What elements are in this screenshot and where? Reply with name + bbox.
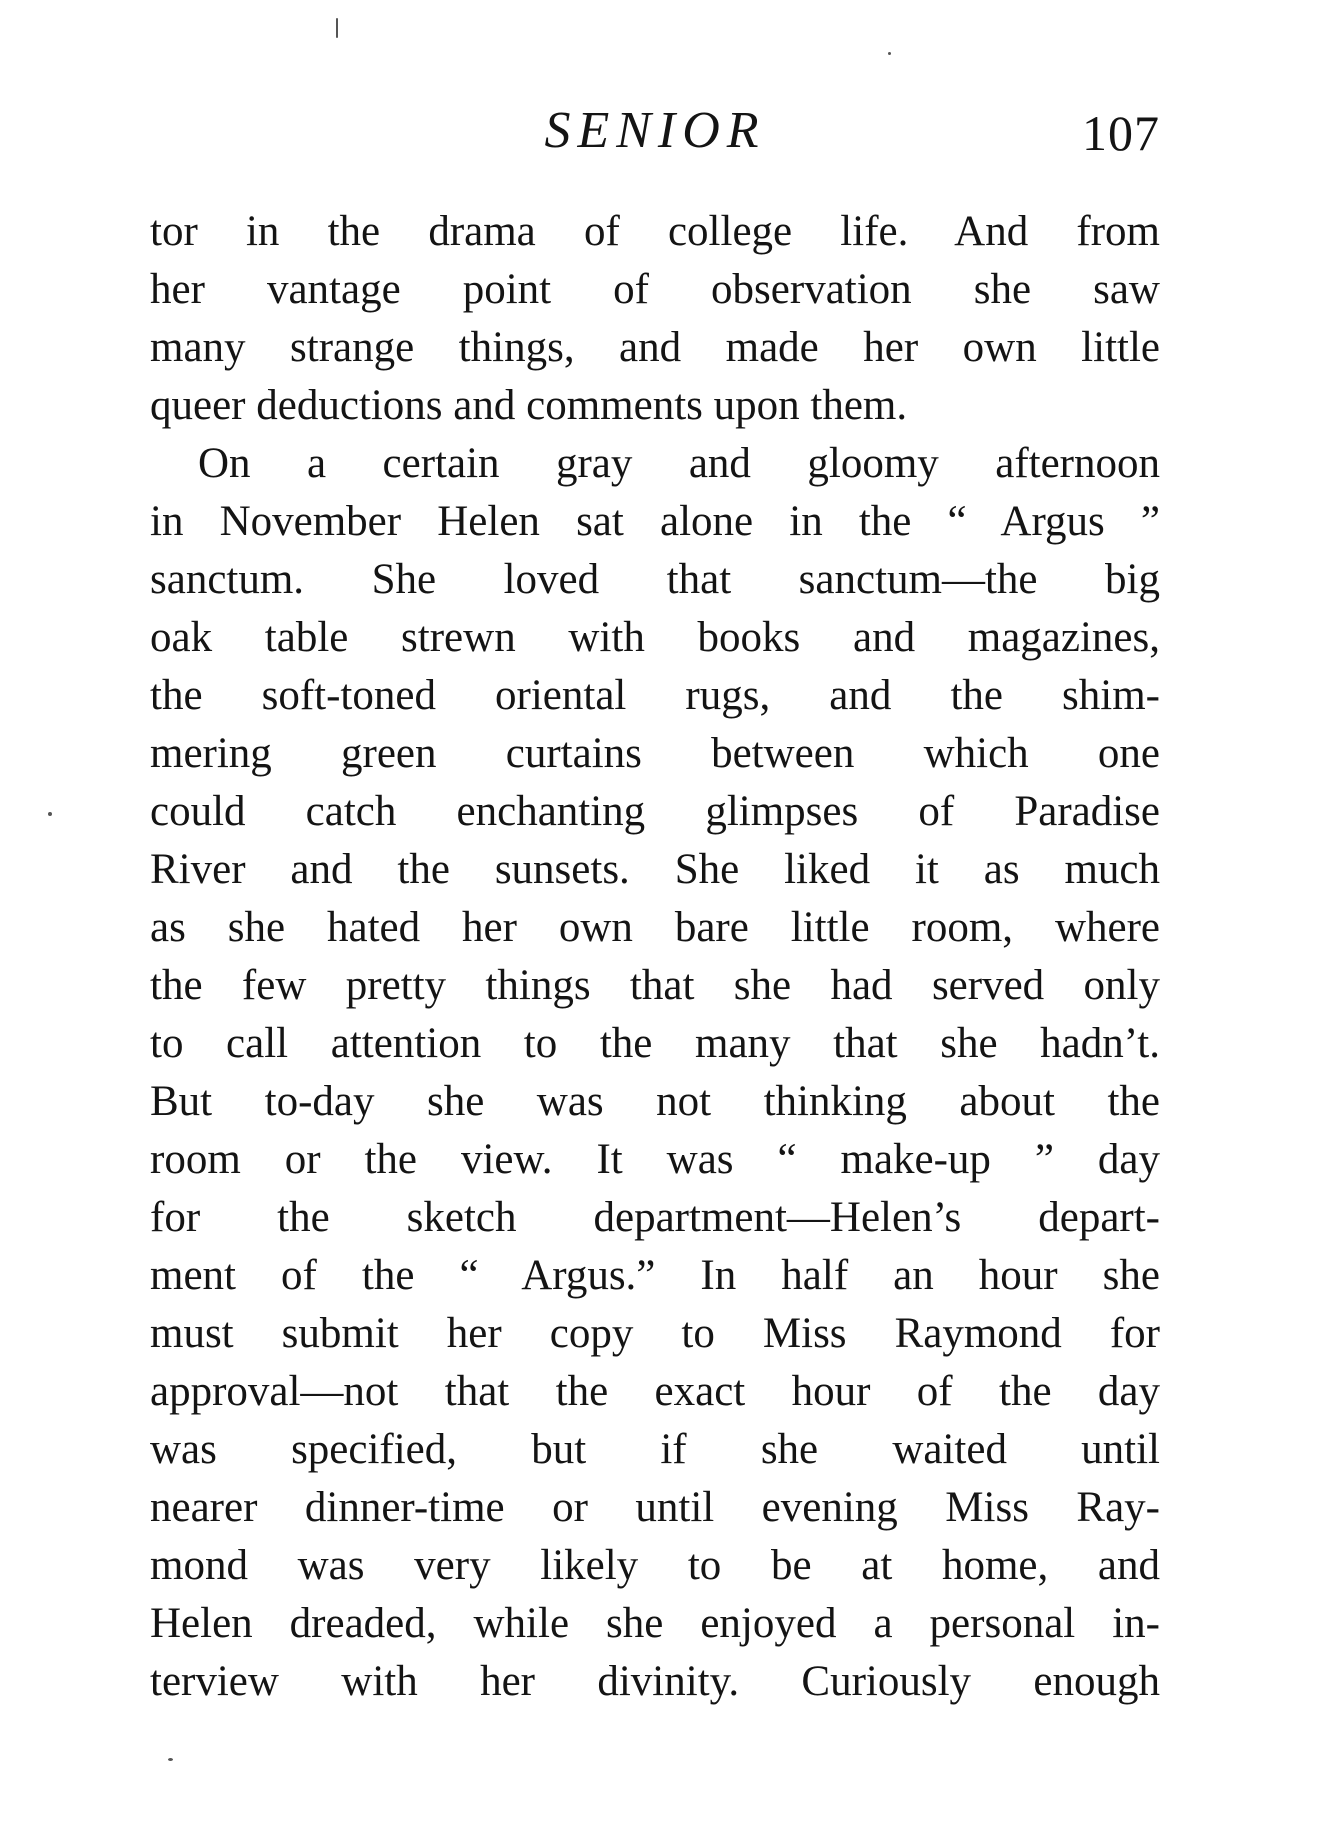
text-line: queer deductions and comments upon them. xyxy=(150,382,908,429)
text-line: as she hated her own bare little room, where xyxy=(150,904,1160,951)
text-line: her vantage point of observation she saw xyxy=(150,266,1160,313)
scan-speck xyxy=(168,1758,173,1761)
text-line: approval—not that the exact hour of the day xyxy=(150,1368,1160,1415)
running-head xyxy=(150,96,1160,166)
text-line: mond was very likely to be at home, and xyxy=(150,1542,1160,1589)
text-line: tor in the drama of college life. And from xyxy=(150,208,1160,255)
running-head-title: SENIOR xyxy=(544,102,766,159)
text-line: nearer dinner-time or until evening Miss Ray- xyxy=(150,1484,1160,1531)
text-line: was specified, but if she waited until xyxy=(150,1426,1160,1473)
text-line: ment of the “ Argus.” In half an hour she xyxy=(150,1252,1160,1299)
text-line: River and the sunsets. She liked it as much xyxy=(150,846,1160,893)
text-line: many strange things, and made her own little xyxy=(150,324,1160,371)
text-line: could catch enchanting glimpses of Paradise xyxy=(150,788,1160,835)
text-line: for the sketch department—Helen’s depart- xyxy=(150,1194,1160,1241)
text-line: terview with her divinity. Curiously enough xyxy=(150,1658,1160,1705)
text-line: the soft-toned oriental rugs, and the shim- xyxy=(150,672,1160,719)
text-line: But to-day she was not thinking about the xyxy=(150,1078,1160,1125)
text-line: On a certain gray and gloomy afternoon xyxy=(198,440,1160,487)
scan-speck xyxy=(336,18,338,38)
scan-speck xyxy=(48,812,52,816)
page-number: 107 xyxy=(1082,105,1160,161)
text-line: room or the view. It was “ make-up ” day xyxy=(150,1136,1160,1183)
text-line: to call attention to the many that she hadn’t. xyxy=(150,1020,1160,1067)
body-text xyxy=(150,203,1160,1711)
scan-speck xyxy=(888,52,891,55)
text-line: sanctum. She loved that sanctum—the big xyxy=(150,556,1160,603)
text-line: the few pretty things that she had served only xyxy=(150,962,1160,1009)
text-line: oak table strewn with books and magazines, xyxy=(150,614,1160,661)
text-line: mering green curtains between which one xyxy=(150,730,1160,777)
text-line: in November Helen sat alone in the “ Argus ” xyxy=(150,498,1160,545)
text-line: Helen dreaded, while she enjoyed a personal in- xyxy=(150,1600,1160,1647)
text-line: must submit her copy to Miss Raymond for xyxy=(150,1310,1160,1357)
